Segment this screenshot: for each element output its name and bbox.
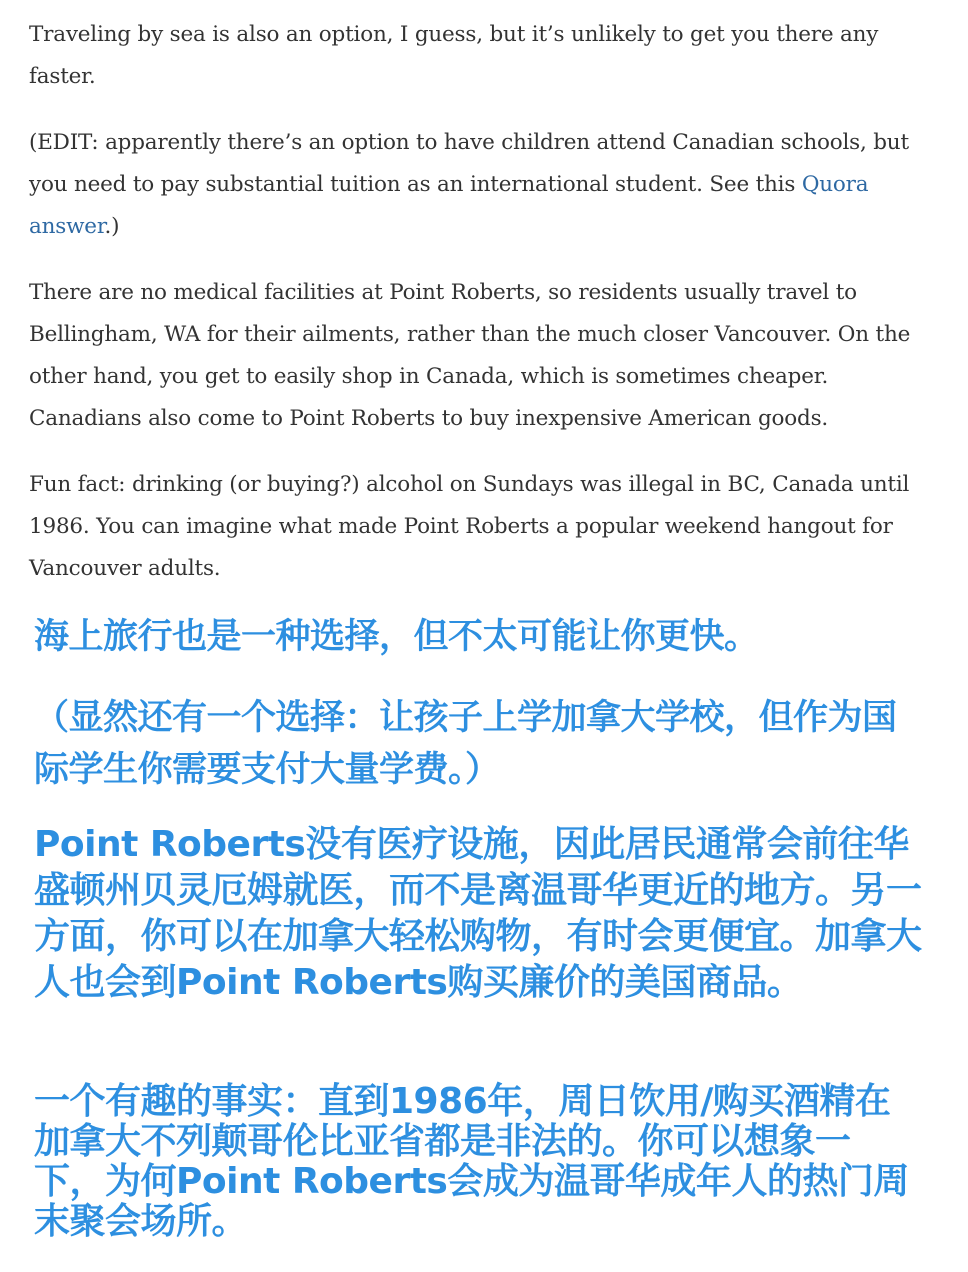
translation-sea-travel: 海上旅行也是一种选择，但不太可能让你更快。 xyxy=(34,617,759,657)
translation-edit-schools: （显然还有一个选择：让孩子上学加拿大学校，但作为国际学生你需要支付大量学费。） xyxy=(34,698,897,790)
paragraph-medical: There are no medical facilities at Point Roberts, so residents usually travel to Bellingham, WA for their ailments, rather than the much closer Vancouver. On the other hand, you get to easily shop in Canada, which is sometimes cheaper. Canadians also come to Point Roberts to buy inexpensive American goods. xyxy=(29,280,911,431)
translation-medical: Point Roberts没有医疗设施，因此居民通常会前往华盛顿州贝灵厄姆就医，而不是离温哥华更近的地方。另一方面，你可以在加拿大轻松购物，有时会更便宜。加拿大人也会到Point Roberts购买廉价的美国商品。 xyxy=(34,824,922,1003)
quora-answer-link[interactable]: Quora answer xyxy=(29,172,869,239)
paragraph-fun-fact: Fun fact: drinking (or buying?) alcohol on Sundays was illegal in BC, Canada until 1986. You can imagine what made Point Roberts a popular weekend hangout for Vancouver adults. xyxy=(29,472,910,581)
translation-fun-fact: 一个有趣的事实：直到1986年，周日饮用/购买酒精在加拿大不列颠哥伦比亚省都是非法的。你可以想象一下，为何Point Roberts会成为温哥华成年人的热门周末聚会场所。 xyxy=(34,1081,909,1242)
paragraph-sea-travel: Traveling by sea is also an option, I guess, but it’s unlikely to get you there any faster. xyxy=(29,22,879,89)
article-body xyxy=(29,14,939,614)
paragraph-edit-schools xyxy=(29,122,939,248)
edit-text-after: .) xyxy=(104,214,120,239)
edit-text-before: (EDIT: apparently there’s an option to have children attend Canadian schools, but you need to pay substantial tuition as an international student. See this xyxy=(29,130,909,197)
